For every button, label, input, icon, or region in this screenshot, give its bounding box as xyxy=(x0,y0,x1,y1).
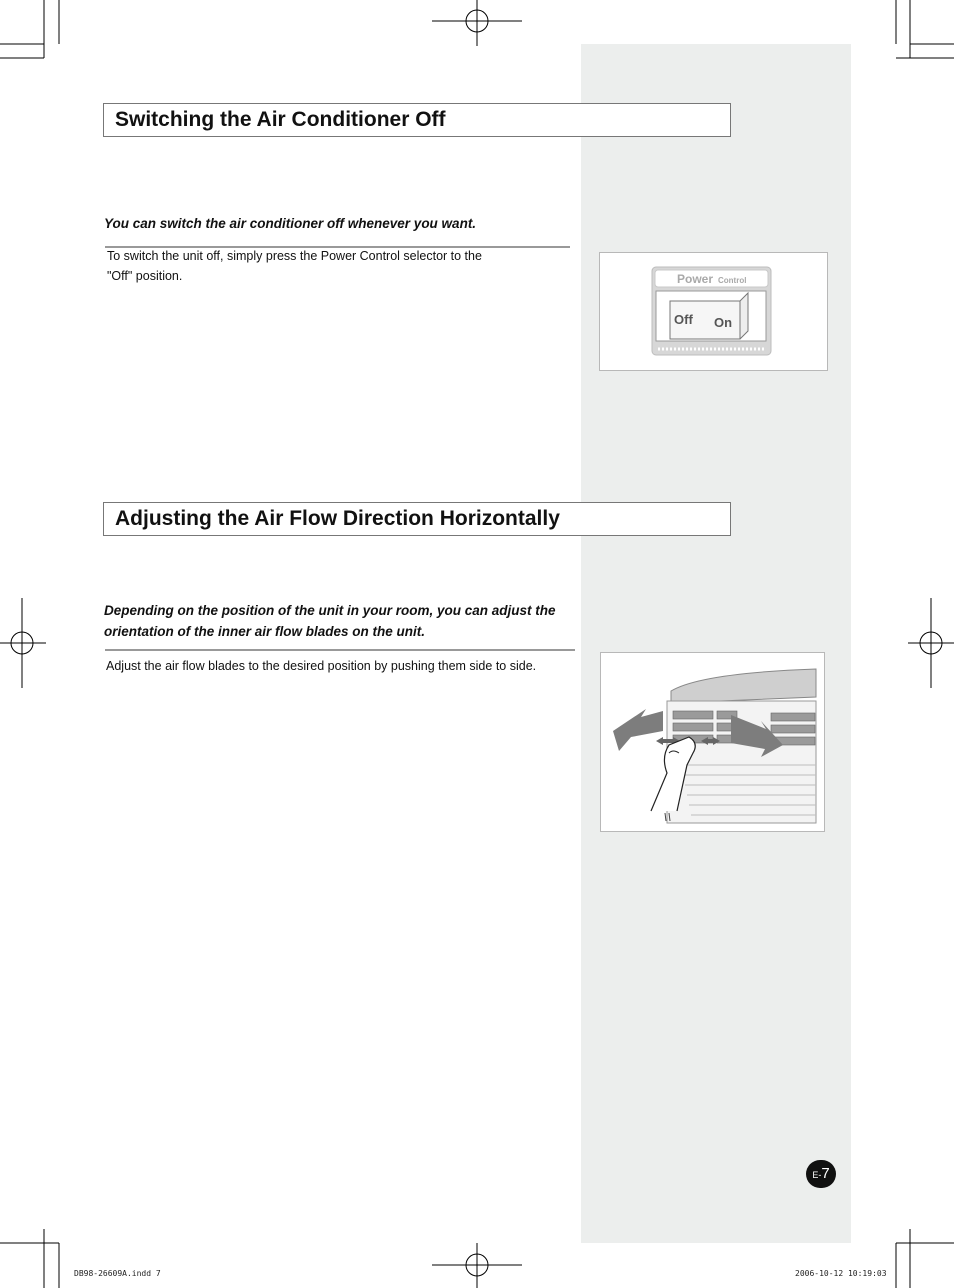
on-label: On xyxy=(714,315,733,330)
control-label: Control xyxy=(718,276,747,285)
body-line: To switch the unit off, simply press the Power Control selector to the xyxy=(107,249,482,263)
section-body-air-flow: Adjust the air flow blades to the desired position by pushing them side to side. xyxy=(106,659,537,673)
section-body-switch-off xyxy=(107,246,482,286)
off-label: Off xyxy=(674,312,693,327)
page-number-badge xyxy=(806,1160,836,1188)
section-lead-air-flow xyxy=(104,600,556,642)
section-title-air-flow: Adjusting the Air Flow Direction Horizontally xyxy=(103,502,731,536)
section-divider xyxy=(105,649,575,651)
body-line: "Off" position. xyxy=(107,269,183,283)
power-control-figure xyxy=(599,252,828,371)
lead-line: orientation of the inner air flow blades on the unit. xyxy=(104,624,426,639)
footer-timestamp: 2006-10-12 10:19:03 xyxy=(795,1269,887,1278)
footer-file: DB98-26609A.indd 7 xyxy=(74,1269,161,1278)
page-number: 7 xyxy=(821,1165,830,1182)
section-lead-switch-off: You can switch the air conditioner off whenever you want. xyxy=(104,216,477,231)
air-flow-blades-figure xyxy=(600,652,825,832)
page-number-prefix: E- xyxy=(812,1170,822,1180)
lead-line: Depending on the position of the unit in your room, you can adjust the xyxy=(104,603,556,618)
section-title-switch-off: Switching the Air Conditioner Off xyxy=(103,103,731,137)
power-label: Power xyxy=(677,272,714,286)
